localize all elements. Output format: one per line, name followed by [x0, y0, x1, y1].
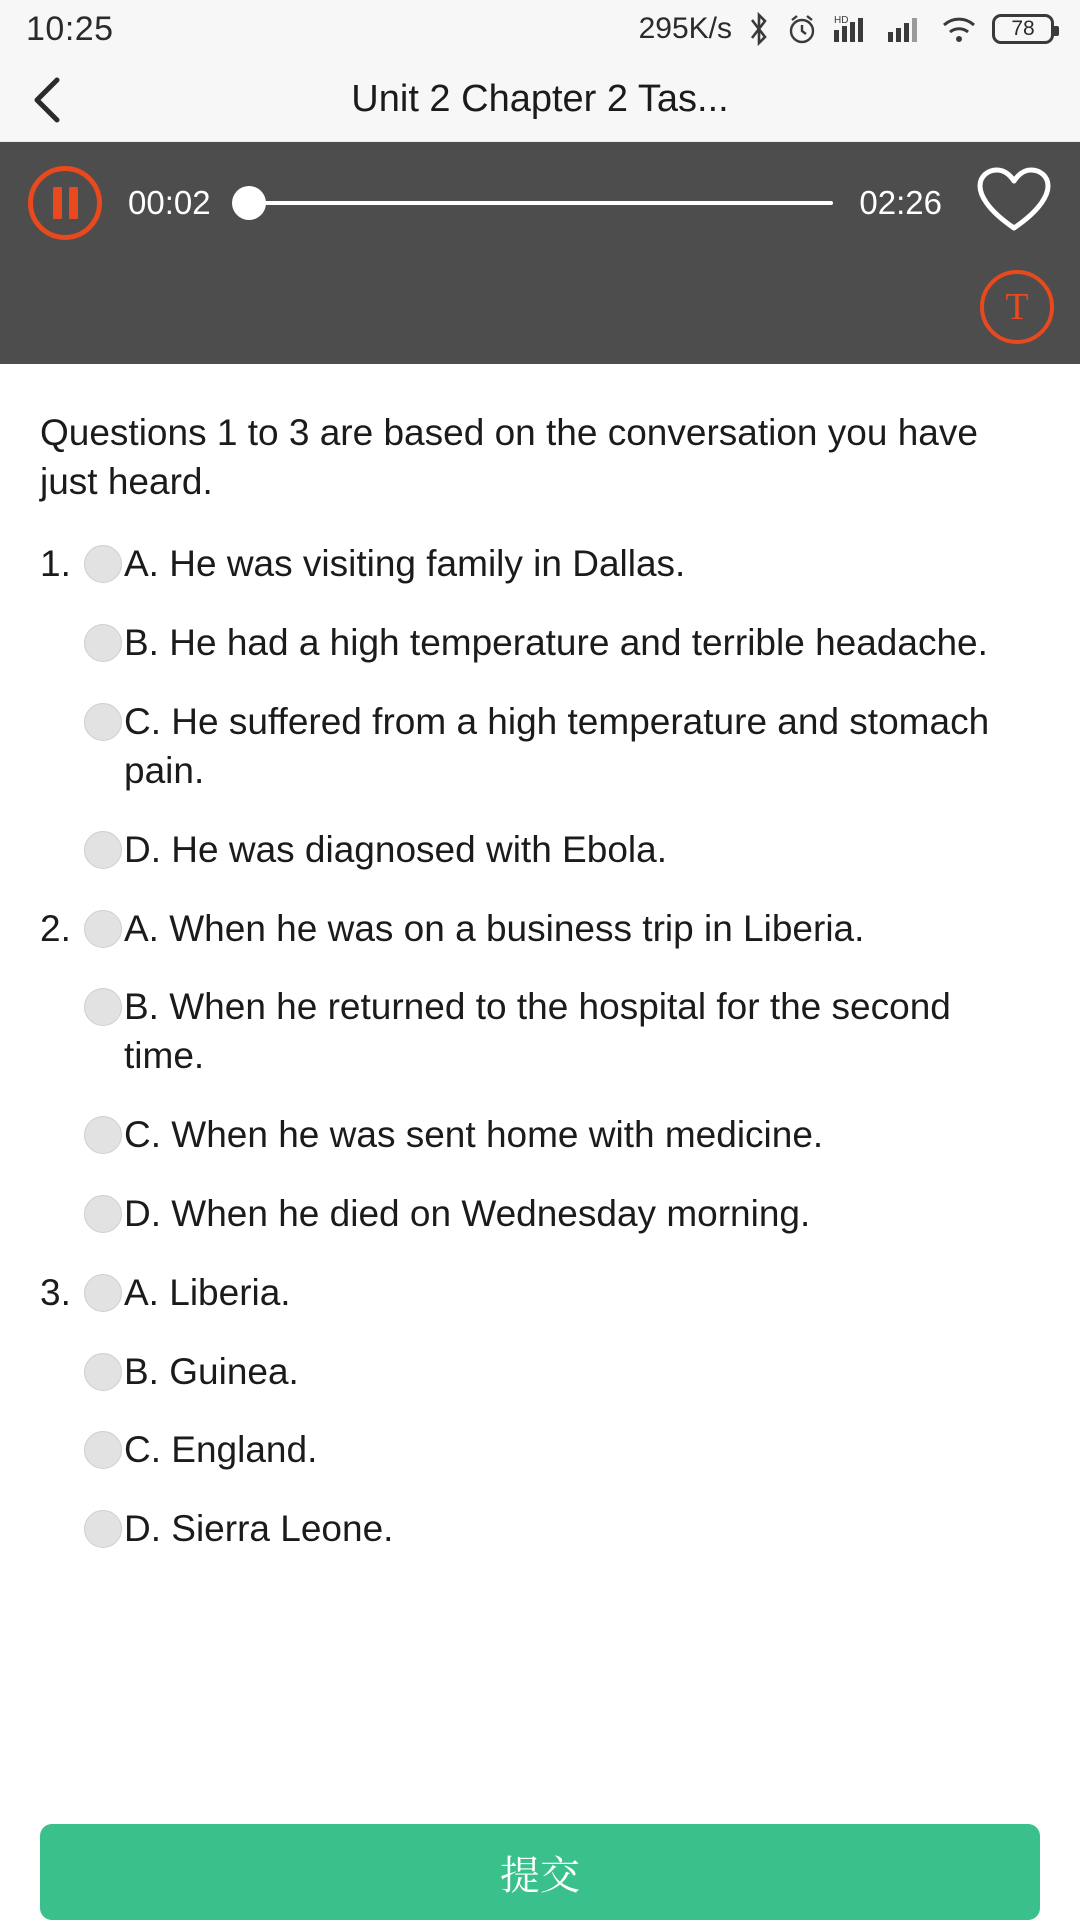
- radio-button[interactable]: [84, 1431, 122, 1469]
- option-label: A. He was visiting family in Dallas.: [124, 543, 686, 585]
- radio-button[interactable]: [84, 545, 122, 583]
- questions-intro: Questions 1 to 3 are based on the conversation you have just heard.: [40, 412, 978, 503]
- option-row[interactable]: [40, 540, 1040, 589]
- status-bar: [0, 0, 1080, 58]
- seek-thumb[interactable]: [232, 186, 266, 220]
- question-number: 3.: [40, 1271, 71, 1313]
- pause-bar-right: [69, 187, 78, 219]
- option-row[interactable]: [40, 1269, 1040, 1318]
- option-label: A. When he was on a business trip in Liberia.: [124, 907, 865, 949]
- network-speed-label: 295K/s: [638, 12, 732, 45]
- total-time-label: 02:26: [859, 184, 942, 221]
- battery-level-label: 78: [1011, 17, 1035, 40]
- radio-button[interactable]: [84, 1195, 122, 1233]
- question-block: [40, 1269, 1040, 1554]
- page-title: Unit 2 Chapter 2 Tas...: [351, 78, 729, 120]
- radio-button[interactable]: [84, 831, 122, 869]
- radio-button[interactable]: [84, 703, 122, 741]
- option-row[interactable]: [40, 698, 1040, 796]
- option-label: D. He was diagnosed with Ebola.: [124, 828, 667, 870]
- radio-button[interactable]: [84, 1353, 122, 1391]
- seek-bar[interactable]: [237, 183, 834, 223]
- battery-icon: [992, 14, 1054, 44]
- status-clock: 10:25: [26, 9, 114, 48]
- question-block: [40, 905, 1040, 1239]
- option-row[interactable]: [40, 619, 1040, 668]
- chevron-left-icon: [26, 74, 70, 126]
- option-row[interactable]: [40, 826, 1040, 875]
- alarm-icon: [786, 13, 818, 45]
- submit-button[interactable]: 提交: [40, 1824, 1040, 1920]
- player-controls-row: [28, 142, 1052, 264]
- question-number: 2.: [40, 907, 71, 949]
- radio-button[interactable]: [84, 910, 122, 948]
- title-bar: [0, 58, 1080, 142]
- option-row[interactable]: [40, 983, 1040, 1081]
- current-time-label: 00:02: [128, 184, 211, 221]
- question-list: [0, 364, 1080, 1554]
- bluetooth-icon: [746, 12, 772, 46]
- option-row[interactable]: [40, 1505, 1040, 1554]
- submit-bar: [0, 1824, 1080, 1920]
- back-button[interactable]: [0, 58, 96, 142]
- option-row[interactable]: [40, 1190, 1040, 1239]
- pause-bar-left: [53, 187, 62, 219]
- hd-signal-icon: [832, 12, 872, 46]
- option-label: B. Guinea.: [124, 1350, 299, 1392]
- heart-icon[interactable]: [976, 167, 1052, 240]
- radio-button[interactable]: [84, 1116, 122, 1154]
- wifi-icon: [940, 13, 978, 45]
- option-label: A. Liberia.: [124, 1271, 291, 1313]
- seek-track: [237, 201, 834, 205]
- svg-text:HD: HD: [834, 15, 849, 26]
- radio-button[interactable]: [84, 1274, 122, 1312]
- option-label: D. Sierra Leone.: [124, 1508, 394, 1550]
- option-row[interactable]: [40, 1426, 1040, 1475]
- pause-icon[interactable]: [28, 166, 102, 240]
- option-label: B. When he returned to the hospital for the second time.: [124, 986, 951, 1077]
- transcript-button[interactable]: [980, 270, 1054, 344]
- option-row[interactable]: [40, 1111, 1040, 1160]
- option-label: C. England.: [124, 1429, 318, 1471]
- option-row[interactable]: [40, 1348, 1040, 1397]
- question-block: [40, 540, 1040, 874]
- radio-button[interactable]: [84, 624, 122, 662]
- transcript-label: T: [1005, 286, 1029, 328]
- option-label: D. When he died on Wednesday morning.: [124, 1192, 811, 1234]
- option-row[interactable]: [40, 905, 1040, 954]
- radio-button[interactable]: [84, 1510, 122, 1548]
- audio-player: [0, 142, 1080, 364]
- radio-button[interactable]: [84, 988, 122, 1026]
- option-label: C. He suffered from a high temperature and stomach pain.: [124, 701, 990, 791]
- status-icons: [639, 12, 1054, 46]
- option-label: C. When he was sent home with medicine.: [124, 1114, 824, 1156]
- option-label: B. He had a high temperature and terrible headache.: [124, 622, 988, 664]
- question-number: 1.: [40, 543, 71, 585]
- signal-icon: [886, 12, 926, 46]
